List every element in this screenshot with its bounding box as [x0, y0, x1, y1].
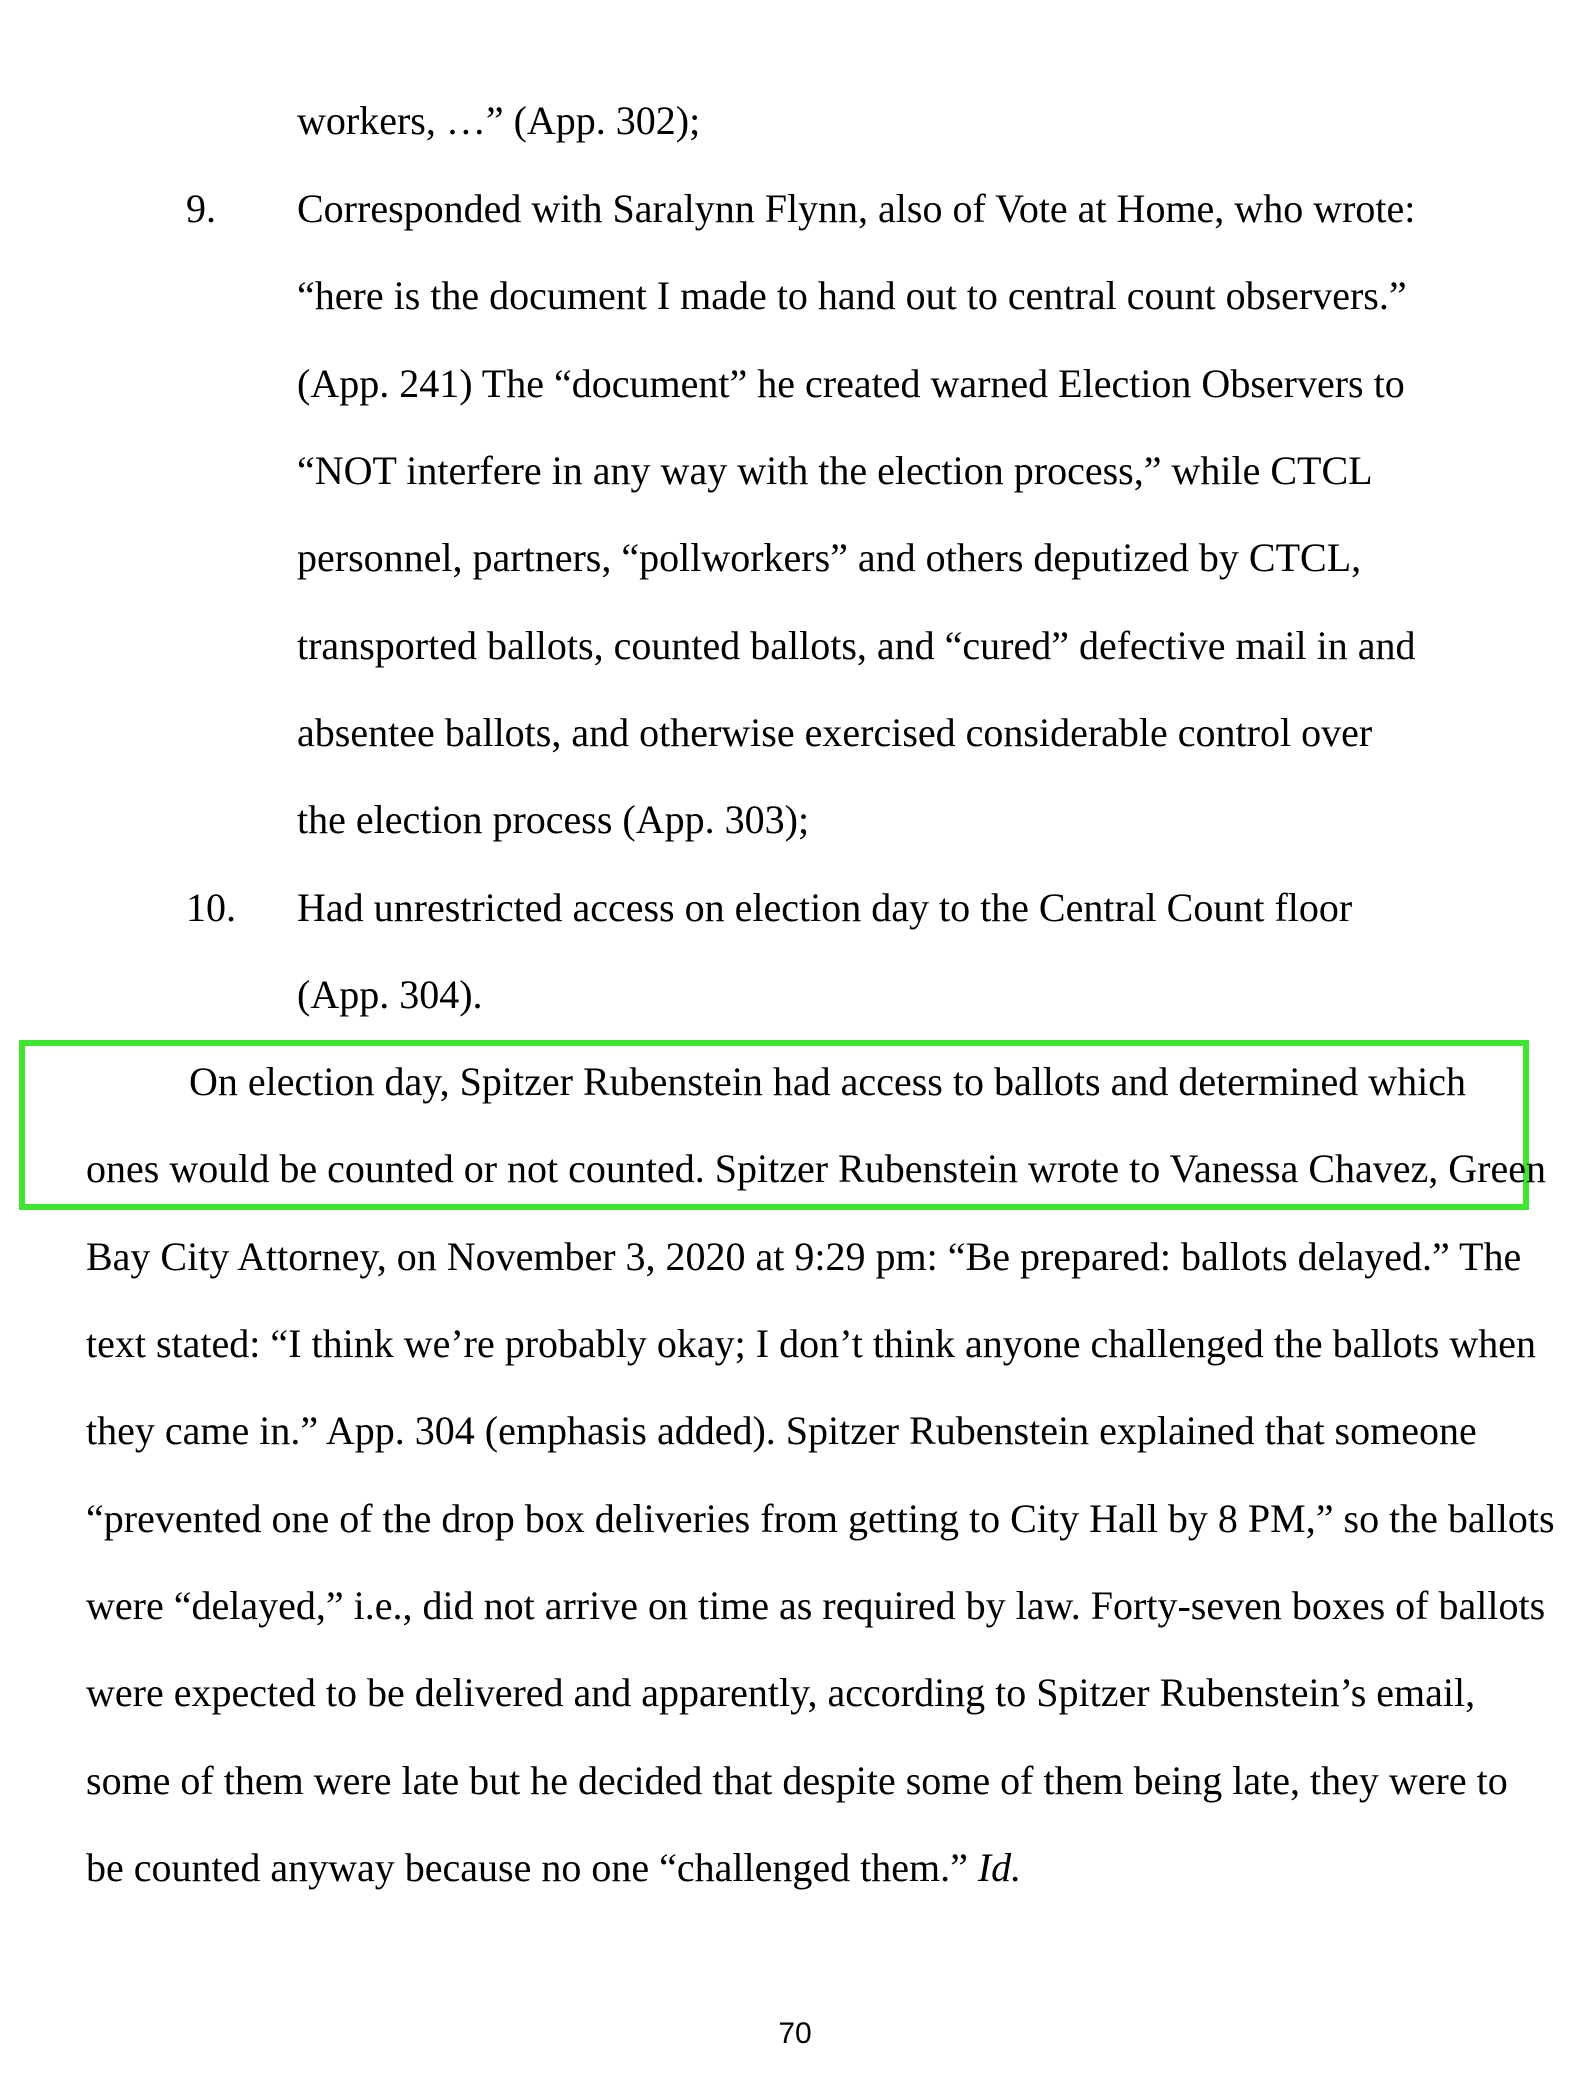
- paragraph-line: On election day, Spitzer Rubenstein had access to ballots and determined which: [189, 1059, 1467, 1104]
- page-number: 70: [778, 2017, 812, 2050]
- list-item-line: transported ballots, counted ballots, and “cured” defective mail in and: [297, 623, 1416, 668]
- paragraph-line: were expected to be delivered and apparently, according to Spitzer Rubenstein’s email,: [86, 1670, 1476, 1715]
- list-continuation-line: workers, …” (App. 302);: [297, 98, 701, 143]
- paragraph-line-text: be counted anyway because no one “challenged them.”: [86, 1845, 978, 1890]
- paragraph-last-line: [86, 1844, 1457, 1892]
- list-item-line: personnel, partners, “pollworkers” and others deputized by CTCL,: [297, 535, 1362, 580]
- paragraph-line: they came in.” App. 304 (emphasis added). Spitzer Rubenstein explained that someone: [86, 1408, 1477, 1453]
- list-item-line: “NOT interfere in any way with the election process,” while CTCL: [297, 448, 1373, 493]
- list-item-number: 9.: [186, 186, 216, 231]
- paragraph-line: Bay City Attorney, on November 3, 2020 at 9:29 pm: “Be prepared: ballots delayed.” The: [86, 1234, 1522, 1279]
- list-item-line: (App. 241) The “document” he created warned Election Observers to: [297, 361, 1405, 406]
- list-item-line: Had unrestricted access on election day to the Central Count floor: [297, 885, 1353, 930]
- paragraph-line: some of them were late but he decided that despite some of them being late, they were to: [86, 1758, 1508, 1803]
- paragraph-line: ones would be counted or not counted. Spitzer Rubenstein wrote to Vanessa Chavez, Green: [86, 1146, 1546, 1191]
- list-item-line: the election process (App. 303);: [297, 797, 810, 842]
- list-item-line: Corresponded with Saralynn Flynn, also of Vote at Home, who wrote:: [297, 186, 1416, 231]
- paragraph-line: text stated: “I think we’re probably okay; I don’t think anyone challenged the ballots when: [86, 1321, 1536, 1366]
- citation-id: Id.: [977, 1845, 1022, 1890]
- list-item-line: absentee ballots, and otherwise exercised considerable control over: [297, 710, 1373, 755]
- list-item-line: (App. 304).: [297, 972, 483, 1017]
- list-item-line: “here is the document I made to hand out to central count observers.”: [297, 273, 1407, 318]
- paragraph-line: were “delayed,” i.e., did not arrive on time as required by law. Forty-seven boxes of ballots: [86, 1583, 1546, 1628]
- paragraph-line: “prevented one of the drop box deliveries from getting to City Hall by 8 PM,” so the ballots: [86, 1496, 1555, 1541]
- list-item-number: 10.: [186, 885, 236, 930]
